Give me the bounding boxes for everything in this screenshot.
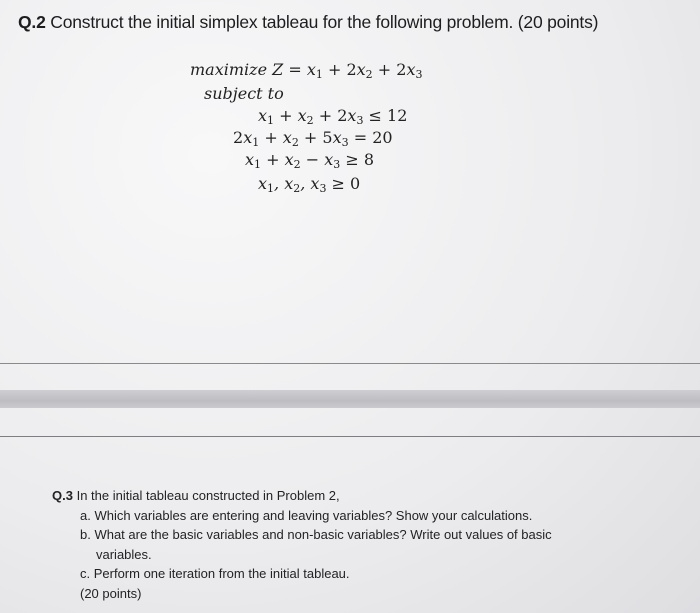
divider-band [0, 390, 700, 408]
page-divider [0, 360, 700, 440]
lp-objective: maximize $Z = x_1 + 2x_2 + 2x_3$ [190, 60, 423, 81]
divider-line-bottom [0, 436, 700, 437]
q3-intro: In the initial tableau constructed in Problem 2, [72, 488, 340, 503]
lp-subject-to: subject to [204, 84, 284, 103]
q2-heading [18, 12, 598, 33]
q2-text: Construct the initial simplex tableau for the following problem. (20 points) [45, 12, 599, 32]
q3-heading [52, 486, 552, 506]
q3-number: Q.3 [52, 488, 73, 503]
lp-constraint-3: $x_1 + x_2 - x_3 \ge 8$ [245, 150, 375, 171]
lp-constraint-2: $2x_1 + x_2 + 5x_3 = 20$ [233, 128, 393, 149]
q3-item-a: a. Which variables are entering and leaving variables? Show your calculations. [80, 507, 533, 523]
q3-points: (20 points) [80, 585, 142, 601]
q3-item-c: c. Perform one iteration from the initial tableau. [80, 566, 350, 581]
lp-nonnegativity: $x_1$, $x_2$, $x_3 \ge 0$ [258, 174, 361, 195]
q3-block [52, 486, 552, 603]
q3-item-b: b. What are the basic variables and non-basic variables? Write out values of basic [80, 527, 552, 542]
divider-line-top [0, 363, 700, 364]
lp-constraint-1: $x_1 + x_2 + 2x_3 \le 12$ [258, 106, 408, 127]
q3-item-b-cont: variables. [96, 546, 152, 562]
q2-number: Q.2 [18, 12, 46, 32]
